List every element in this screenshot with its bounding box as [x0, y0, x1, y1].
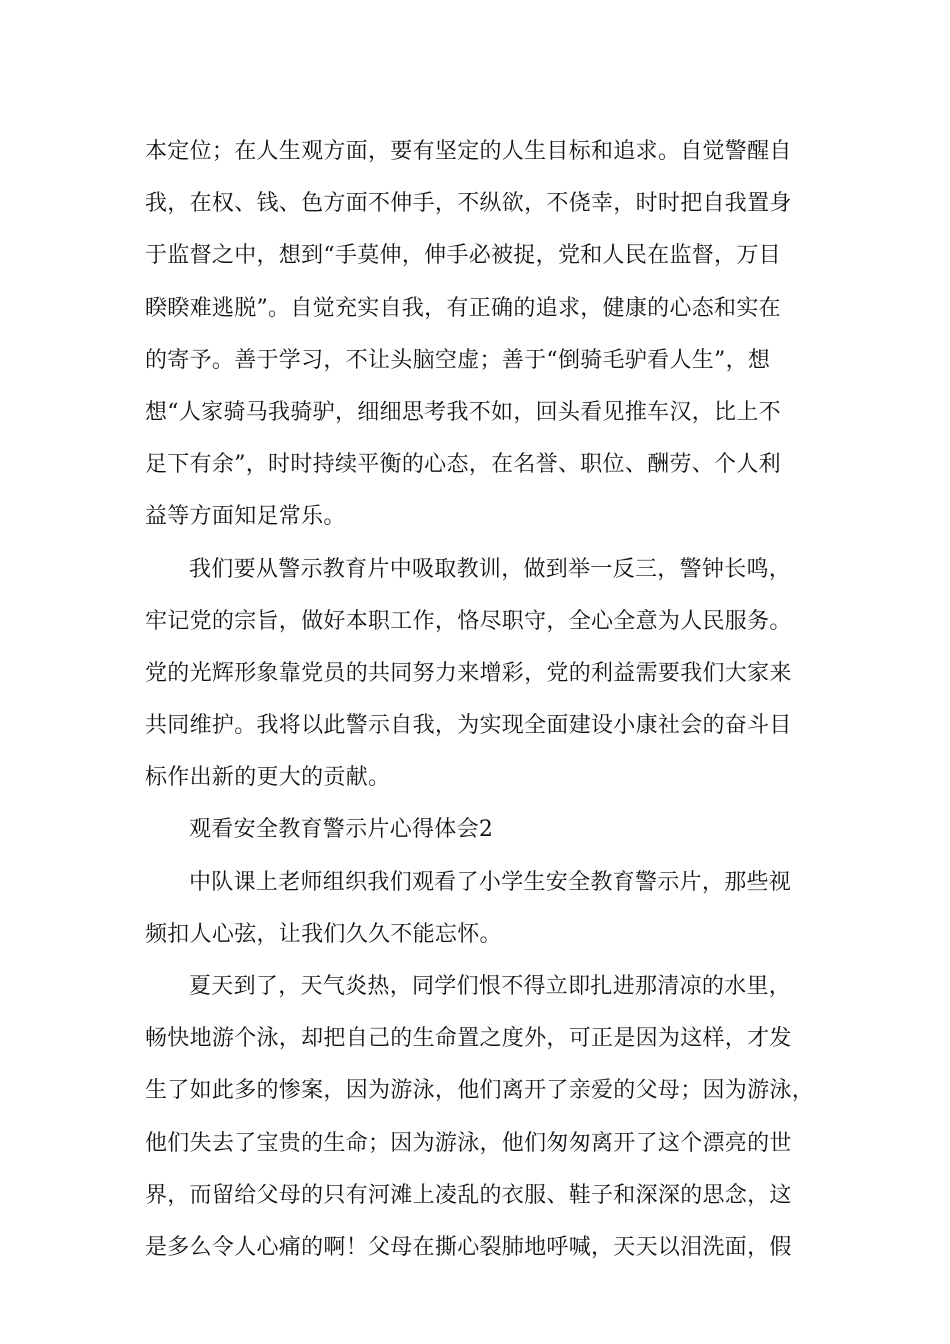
- text-line: 畅快地游个泳，却把自己的生命置之度外，可正是因为这样，才发: [145, 1026, 792, 1052]
- text-line: 足下有余”，时时持续平衡的心态，在名誉、职位、酬劳、个人利: [145, 452, 781, 478]
- text-line: 我，在权、钱、色方面不伸手，不纵欲，不侥幸，时时把自我置身: [145, 191, 792, 217]
- text-line: 我们要从警示教育片中吸取教训，做到举一反三，警钟长鸣，: [189, 556, 792, 582]
- text-line: 是多么令人心痛的啊！父母在撕心裂肺地呼喊，天天以泪洗面，假: [145, 1234, 792, 1260]
- text-line: 的寄予。善于学习，不让头脑空虚；善于“倒骑毛驴看人生”，想: [145, 347, 771, 373]
- text-line: 频扣人心弦，让我们久久不能忘怀。: [145, 921, 502, 947]
- text-line: 夏天到了，天气炎热，同学们恨不得立即扎进那清凉的水里，: [189, 974, 792, 999]
- text-line: 本定位；在人生观方面，要有坚定的人生目标和追求。自觉警醒自: [145, 139, 792, 164]
- text-line: 共同维护。我将以此警示自我，为实现全面建设小康社会的奋斗目: [145, 713, 792, 739]
- text-line: 益等方面知足常乐。: [145, 504, 346, 530]
- text-line: 中队课上老师组织我们观看了小学生安全教育警示片，那些视: [189, 869, 792, 895]
- text-line: 睽睽难逃脱”。自觉充实自我，有正确的追求，健康的心态和实在: [145, 295, 781, 321]
- text-line: 党的光辉形象靠党员的共同努力来增彩，党的利益需要我们大家来: [145, 660, 792, 686]
- section-heading: 观看安全教育警示片心得体会2: [189, 817, 494, 843]
- text-line: 界，而留给父母的只有河滩上凌乱的衣服、鞋子和深深的思念，这: [145, 1182, 792, 1208]
- text-line: 牢记党的宗旨，做好本职工作，恪尽职守，全心全意为人民服务。: [145, 608, 792, 634]
- text-line: 标作出新的更大的贡献。: [145, 765, 391, 791]
- text-line: 于监督之中，想到“手莫伸，伸手必被捉，党和人民在监督，万目: [145, 243, 781, 269]
- text-line: 生了如此多的惨案，因为游泳，他们离开了亲爱的父母；因为游泳，: [145, 1078, 815, 1104]
- document-body: [145, 126, 815, 1274]
- text-line: 他们失去了宝贵的生命；因为游泳，他们匆匆离开了这个漂亮的世: [145, 1130, 792, 1156]
- text-line: 想“人家骑马我骑驴，细细思考我不如，回头看见推车汉，比上不: [145, 399, 781, 425]
